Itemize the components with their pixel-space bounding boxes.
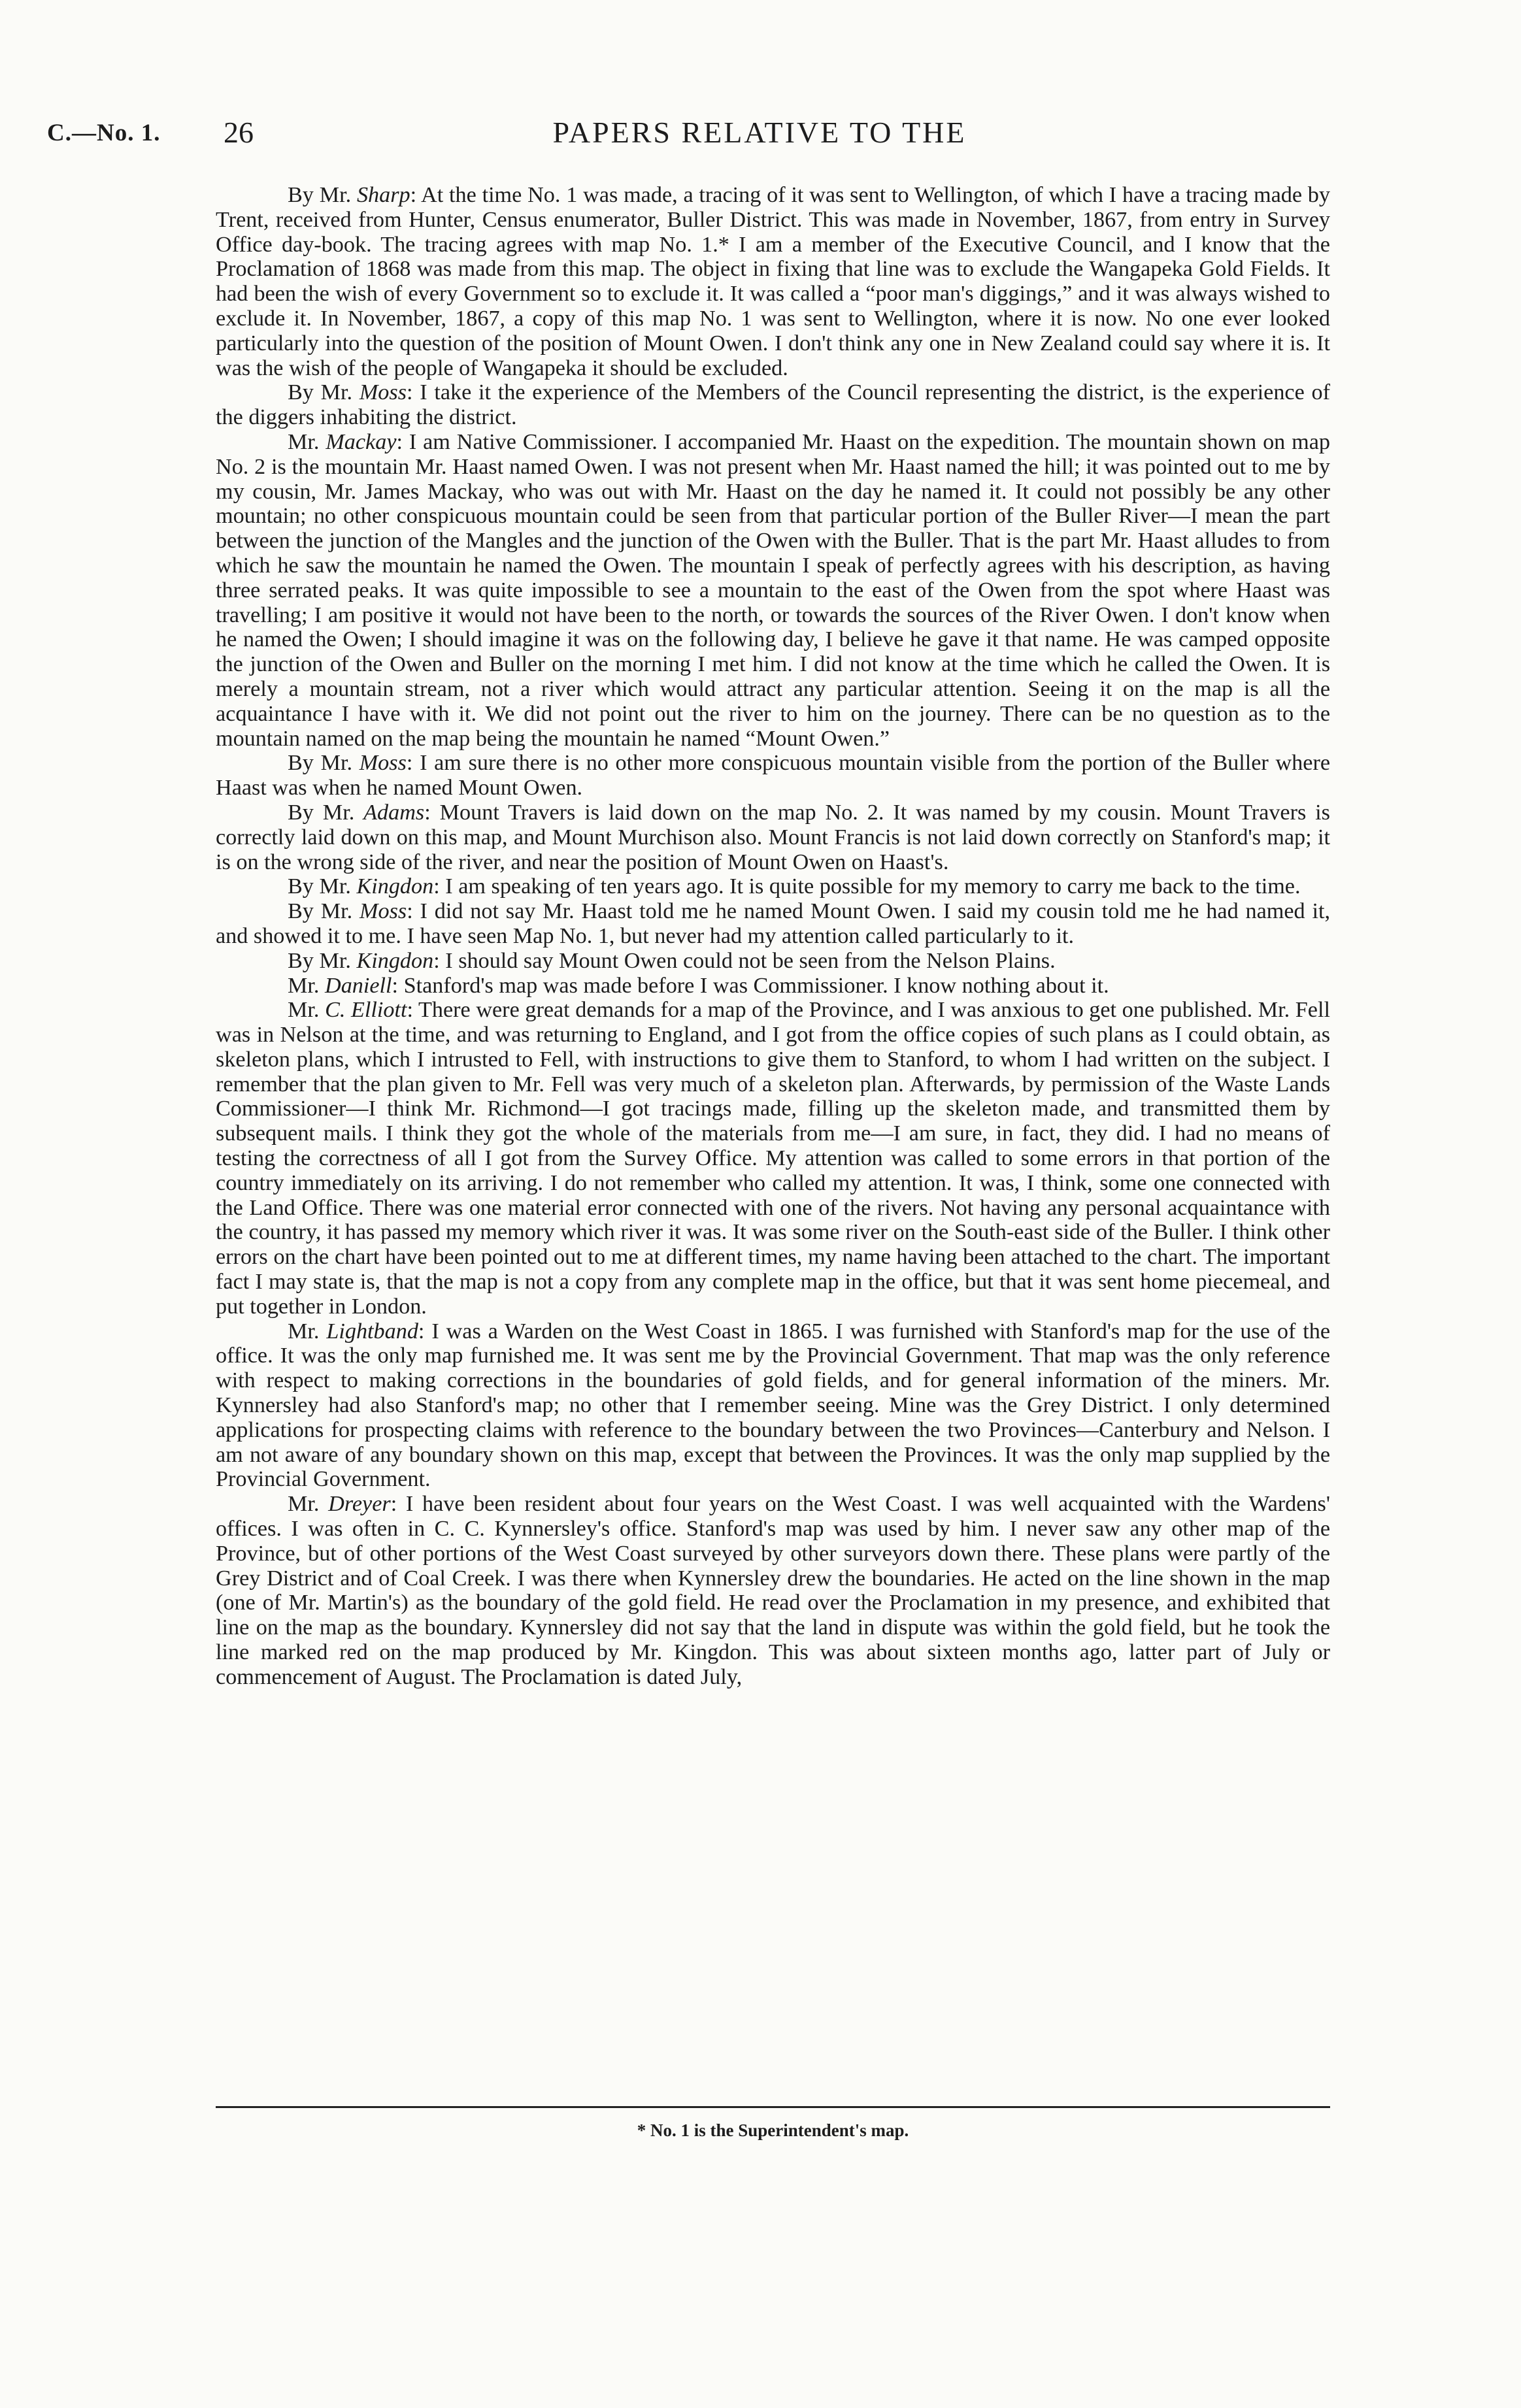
paragraph-text: : Mount Travers is laid down on the map No. 2. It was named by my cousin. Mount Travers is correctly laid down on this map, and Mount Murchison also. Mount Francis is not laid down correctly on Stanford's map; it is on the wrong side of the river, and near the position of Mount Owen on Haast's.	[216, 800, 1330, 874]
footnote: * No. 1 is the Superintendent's map.	[637, 2120, 909, 2140]
paragraph-text: : I take it the experience of the Members of the Council representing the district, is the experience of the diggers inhabiting the district.	[216, 380, 1330, 430]
speaker-prefix: By Mr.	[288, 183, 357, 207]
paragraph-text: : I am speaking of ten years ago. It is quite possible for my memory to carry me back to the time.	[433, 874, 1301, 899]
paragraph-text: : I am sure there is no other more conspicuous mountain visible from the portion of the Buller where Haast was when he named Mount Owen.	[216, 751, 1331, 800]
speaker-prefix: By Mr.	[288, 899, 360, 924]
paragraph	[216, 874, 1330, 899]
speaker-prefix: By Mr.	[288, 874, 357, 899]
speaker-prefix: Mr.	[288, 1492, 329, 1517]
footnote-divider	[216, 2106, 1330, 2108]
speaker-name: Moss	[359, 751, 407, 776]
paragraph	[216, 183, 1330, 380]
paragraph	[216, 899, 1330, 949]
paragraph	[216, 430, 1330, 751]
speaker-name: C. Elliott	[325, 998, 407, 1023]
speaker-prefix: Mr.	[288, 429, 326, 454]
running-title: PAPERS RELATIVE TO THE	[552, 116, 967, 149]
paragraph	[216, 998, 1330, 1319]
paragraph-text: : Stanford's map was made before I was Commissioner. I know nothing about it.	[392, 973, 1109, 998]
speaker-name: Mackay	[326, 429, 397, 454]
speaker-prefix: Mr.	[288, 1319, 327, 1344]
testimony-body	[216, 183, 1330, 1690]
speaker-name: Dreyer	[328, 1492, 391, 1517]
speaker-name: Sharp	[356, 183, 410, 207]
page-header	[47, 115, 1472, 161]
speaker-prefix: By Mr.	[288, 948, 357, 973]
speaker-name: Moss	[359, 899, 407, 924]
speaker-name: Lightband	[326, 1319, 418, 1344]
paragraph	[216, 751, 1330, 800]
paragraph	[216, 380, 1330, 430]
speaker-prefix: By Mr.	[288, 380, 359, 405]
paper-reference: C.—No. 1.	[47, 120, 161, 146]
paragraph-text: : I did not say Mr. Haast told me he named Mount Owen. I said my cousin told me he had named it, and showed it to me. I have seen Map No. 1, but never had my attention called particularly to it.	[216, 899, 1330, 948]
paragraph	[216, 800, 1330, 874]
speaker-prefix: By Mr.	[288, 800, 364, 825]
speaker-name: Adams	[363, 800, 425, 825]
speaker-name: Kingdon	[356, 948, 434, 973]
speaker-name: Daniell	[325, 973, 392, 998]
paragraph	[216, 1492, 1330, 1689]
speaker-prefix: Mr.	[288, 973, 325, 998]
paragraph-text: : I have been resident about four years on the West Coast. I was well acquainted with the Wardens' offices. I was often in C. C. Kynnersley's office. Stanford's map was used by him. I never saw any other map of the Province, but of other portions of the West Coast surveyed by other surveyors down there. These plans were partly of the Grey District and of Coal Creek. I was there when Kynnersley drew the boundaries. He acted on the line shown in the map (one of Mr. Martin's) as the boundary of the gold field. He read over the Proclamation in my presence, and exhibited that line on the map as the boundary. Kynnersley did not say that the land in dispute was within the gold field, but he took the line marked red on the map produced by Mr. Kingdon. This was about sixteen months ago, latter part of July or commencement of August. The Proclamation is dated July,	[216, 1492, 1330, 1689]
paragraph	[216, 949, 1330, 974]
paragraph-text: : There were great demands for a map of the Province, and I was anxious to get one published. Mr. Fell was in Nelson at the time, and was returning to England, and I got from the office copies of such plans as I could obtain, as skeleton plans, which I intrusted to Fell, with instructions to give them to Stanford, to whom I had written on the subject. I remember that the plan given to Mr. Fell was very much of a skeleton plan. Afterwards, by permission of the Waste Lands Commissioner—I think Mr. Richmond—I got tracings made, filling up the skeleton made, and transmitted them by subsequent mails. I think they got the whole of the materials from me—I am sure, in fact, they did. I had no means of testing the correctness of all I got from the Survey Office. My attention was called to some errors in that portion of the country immediately on its arriving. I do not remember who called my attention. It was, I think, some one connected with the Land Office. There was one material error connected with one of the rivers. Not having any personal acquaintance with the country, it has passed my memory which river it was. It was some river on the South-east side of the Buller. I think other errors on the chart have been pointed out to me at different times, my name having been attached to the chart. The important fact I may state is, that the map is not a copy from any complete map in the office, but that it was sent home piecemeal, and put together in London.	[216, 998, 1330, 1319]
paragraph	[216, 974, 1330, 998]
paragraph-text: : I should say Mount Owen could not be seen from the Nelson Plains.	[433, 948, 1056, 973]
page-number: 26	[224, 116, 254, 149]
speaker-name: Moss	[359, 380, 407, 405]
speaker-prefix: Mr.	[288, 998, 326, 1023]
paragraph-text: : At the time No. 1 was made, a tracing of it was sent to Wellington, of which I have a tracing made by Trent, received from Hunter, Census enumerator, Buller District. This was made in November, 1867, from entry in Survey Office day-book. The tracing agrees with map No. 1.* I am a member of the Executive Council, and I know that the Proclamation of 1868 was made from this map. The object in fixing that line was to exclude the Wangapeka Gold Fields. It had been the wish of every Government so to exclude it. It was called a “poor man's diggings,” and it was always wished to exclude it. In November, 1867, a copy of this map No. 1 was sent to Wellington, where it is now. No one ever looked particularly into the question of the position of Mount Owen. I don't think any one in New Zealand could say where it is. It was the wish of the people of Wangapeka it should be excluded.	[216, 183, 1330, 380]
paragraph-text: : I was a Warden on the West Coast in 1865. I was furnished with Stanford's map for the use of the office. It was the only map furnished me. It was sent me by the Provincial Government. That map was the only reference with respect to making corrections in the boundaries of gold fields, and for general information of the miners. Mr. Kynnersley had also Stanford's map; no other that I remember seeing. Mine was the Grey District. I only determined applications for prospecting claims with reference to the boundary between the two Provinces—Canterbury and Nelson. I am not aware of any boundary shown on this map, except that between the Provinces. It was the only map supplied by the Provincial Government.	[216, 1319, 1330, 1492]
paragraph-text: : I am Native Commissioner. I accompanied Mr. Haast on the expedition. The mountain shown on map No. 2 is the mountain Mr. Haast named Owen. I was not present when Mr. Haast named the hill; it was pointed out to me by my cousin, Mr. James Mackay, who was out with Mr. Haast on the day he named it. It could not possibly be any other mountain; no other conspicuous mountain could be seen from that particular portion of the Buller River—I mean the part between the junction of the Mangles and the junction of the Owen with the Buller. That is the part Mr. Haast alludes to from which he saw the mountain he named the Owen. The mountain I speak of perfectly agrees with his description, as having three serrated peaks. It was quite impossible to see a mountain to the east of the Owen from the spot where Haast was travelling; I am positive it would not have been to the north, or towards the sources of the River Owen. I don't know when he named the Owen; I should imagine it was on the following day, I believe he gave it that name. He was camped opposite the junction of the Owen and Buller on the morning I met him. I did not know at the time which he called the Owen. It is merely a mountain stream, not a river which would attract any particular attention. Seeing it on the map is all the acquaintance I have with it. We did not point out the river to him on the journey. There can be no question as to the mountain named on the map being the mountain he named “Mount Owen.”	[216, 429, 1330, 751]
speaker-name: Kingdon	[356, 874, 434, 899]
paragraph	[216, 1319, 1330, 1493]
speaker-prefix: By Mr.	[288, 751, 359, 776]
